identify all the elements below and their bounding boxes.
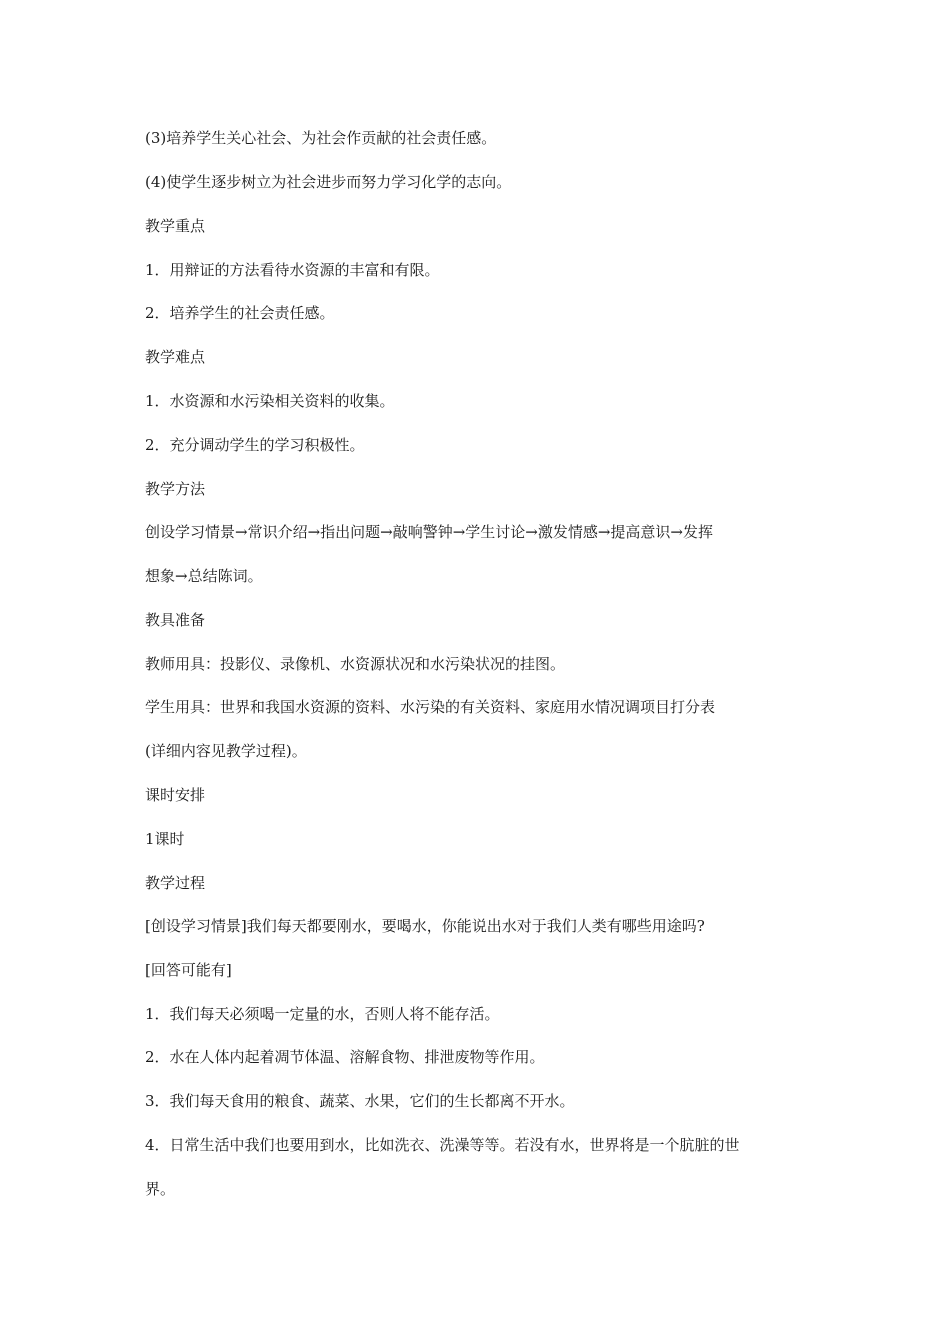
answer-2: 2．水在人体内起着凋节体温、溶解食物、排泄废物等作用。 [145,1048,545,1066]
heading-difficulties: 教学难点 [145,348,206,366]
difficulty-1: 1．水资源和水污染相关资料的收集。 [145,392,395,410]
objective-3: (3)培养学生关心社会、为社会作贡献的社会责任感。 [145,129,497,147]
heading-schedule: 课时安排 [145,786,206,804]
answers-heading: [回答可能有] [145,961,232,979]
answer-1: 1．我们每天必须喝一定量的水，否则人将不能存活。 [145,1005,500,1023]
methods-text-line-2: 想象→总结陈词。 [145,567,263,585]
teacher-aids: 教师用具：投影仪、录像机、水资源状况和水污染状况的挂图。 [145,655,566,673]
heading-key-points: 教学重点 [145,217,206,235]
key-point-2: 2．培养学生的社会责任感。 [145,304,335,322]
answer-4-line-1: 4．日常生活中我们也要用到水，比如洗衣、洗澡等等。若没有水，世界将是一个肮脏的世 [145,1136,740,1154]
heading-teaching-aids: 教具准备 [145,611,206,629]
answer-3: 3．我们每天食用的粮食、蔬菜、水果，它们的生长都离不开水。 [145,1092,575,1110]
schedule-text: 1课时 [145,830,185,848]
student-aids-line-1: 学生用具：世界和我国水资源的资料、水污染的有关资料、家庭用水情况调项目打分表 [145,698,716,716]
methods-text-line-1: 创设学习情景→常识介绍→指出问题→敲响警钟→学生讨论→激发情感→提高意识→发挥 [145,523,713,541]
heading-process: 教学过程 [145,874,206,892]
key-point-1: 1．用辩证的方法看待水资源的丰富和有限。 [145,261,440,279]
process-intro: [创设学习情景]我们每天都要刚水，要喝水，你能说出水对于我们人类有哪些用途吗? [145,917,705,935]
heading-methods: 教学方法 [145,480,206,498]
student-aids-line-2: (详细内容见教学过程)。 [145,742,307,760]
difficulty-2: 2．充分调动学生的学习积极性。 [145,436,365,454]
objective-4: (4)使学生逐步树立为社会进步而努力学习化学的志向。 [145,173,512,191]
answer-4-line-2: 界。 [145,1180,176,1198]
